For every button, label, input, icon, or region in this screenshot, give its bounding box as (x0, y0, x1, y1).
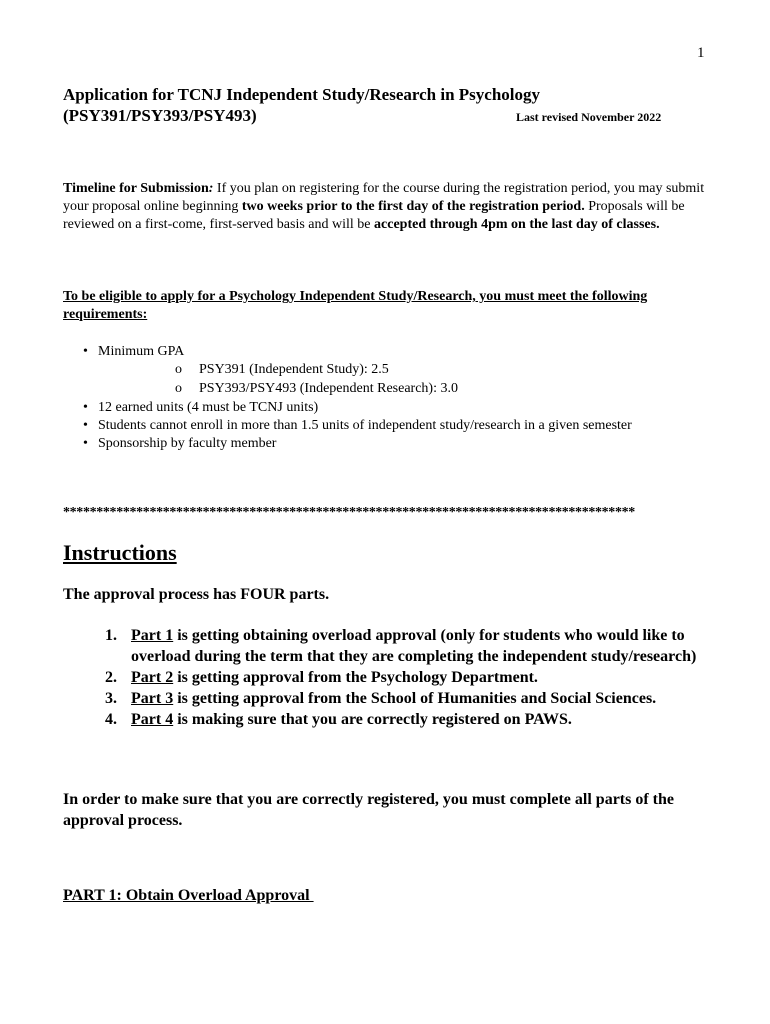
step-part-label: Part 4 (131, 711, 174, 728)
sub-bullet-icon: o (175, 381, 182, 396)
title-line-2: (PSY391/PSY393/PSY493) (63, 106, 257, 125)
bullet-icon: • (83, 418, 88, 433)
list-item (105, 625, 705, 667)
last-revised-date: Last revised November 2022 (516, 110, 662, 124)
bullet-icon: • (83, 436, 88, 451)
list-item (105, 709, 705, 730)
timeline-text-1: If you plan on registering for the course during the registration period, you may submit your proposal online beginning (63, 181, 705, 214)
timeline-colon: : (208, 181, 214, 196)
timeline-label: Timeline for Submission (63, 181, 209, 196)
step-part-label: Part 2 (131, 669, 174, 686)
eligibility-heading: To be eligible to apply for a Psychology Independent Study/Research, you must meet the following requirements: (63, 289, 648, 322)
document-title (63, 84, 540, 126)
list-item (77, 343, 717, 361)
list-item (105, 667, 705, 688)
gpa-psy391: PSY391 (Independent Study): 2.5 (199, 362, 389, 377)
list-item (77, 417, 717, 435)
list-item (77, 399, 717, 417)
sub-list-item (77, 361, 717, 380)
registration-note: In order to make sure that you are correctly registered, you must complete all parts of the approval process. (63, 791, 675, 829)
step-part-label: Part 3 (131, 690, 174, 707)
step-number: 3. (105, 690, 117, 707)
list-item (77, 435, 717, 453)
step-text: is getting obtaining overload approval (only for students who would like to overload during the term that they are completing the independent study/research) (131, 627, 697, 665)
step-number: 2. (105, 669, 117, 686)
approval-steps-list (105, 625, 705, 730)
enrollment-limit: Students cannot enroll in more than 1.5 units of independent study/research in a given semester (98, 418, 632, 433)
step-text: is getting approval from the School of Humanities and Social Sciences. (173, 690, 657, 707)
requirements-list (77, 343, 717, 453)
sub-bullet-icon: o (175, 362, 182, 377)
bullet-icon: • (83, 344, 88, 359)
timeline-bold-1: two weeks prior to the first day of the registration period. (241, 199, 585, 214)
timeline-bold-2: accepted through 4pm on the last day of classes. (374, 217, 660, 232)
step-number: 4. (105, 711, 117, 728)
step-part-label: Part 1 (131, 627, 174, 644)
page-number: 1 (697, 45, 705, 61)
approval-intro: The approval process has FOUR parts. (63, 586, 330, 603)
gpa-label: Minimum GPA (98, 344, 185, 359)
step-text: is making sure that you are correctly registered on PAWS. (173, 711, 572, 728)
title-line-1: Application for TCNJ Independent Study/Research in Psychology (63, 85, 541, 104)
list-item (105, 688, 705, 709)
timeline-text-2: Proposals will be reviewed on a first-come, first-served basis and will be (63, 199, 685, 232)
bullet-icon: • (83, 400, 88, 415)
faculty-sponsorship: Sponsorship by faculty member (98, 436, 277, 451)
instructions-heading: Instructions (63, 540, 177, 565)
step-number: 1. (105, 627, 117, 644)
units-requirement: 12 earned units (4 must be TCNJ units) (98, 400, 319, 415)
step-text: is getting approval from the Psychology Department. (173, 669, 538, 686)
part-1-heading: PART 1: Obtain Overload Approval (63, 887, 314, 904)
separator-line: ************************************************************************************** (63, 505, 635, 520)
timeline-paragraph (63, 180, 708, 234)
gpa-psy393-493: PSY393/PSY493 (Independent Research): 3.0 (199, 381, 458, 396)
sub-list-item (77, 380, 717, 399)
